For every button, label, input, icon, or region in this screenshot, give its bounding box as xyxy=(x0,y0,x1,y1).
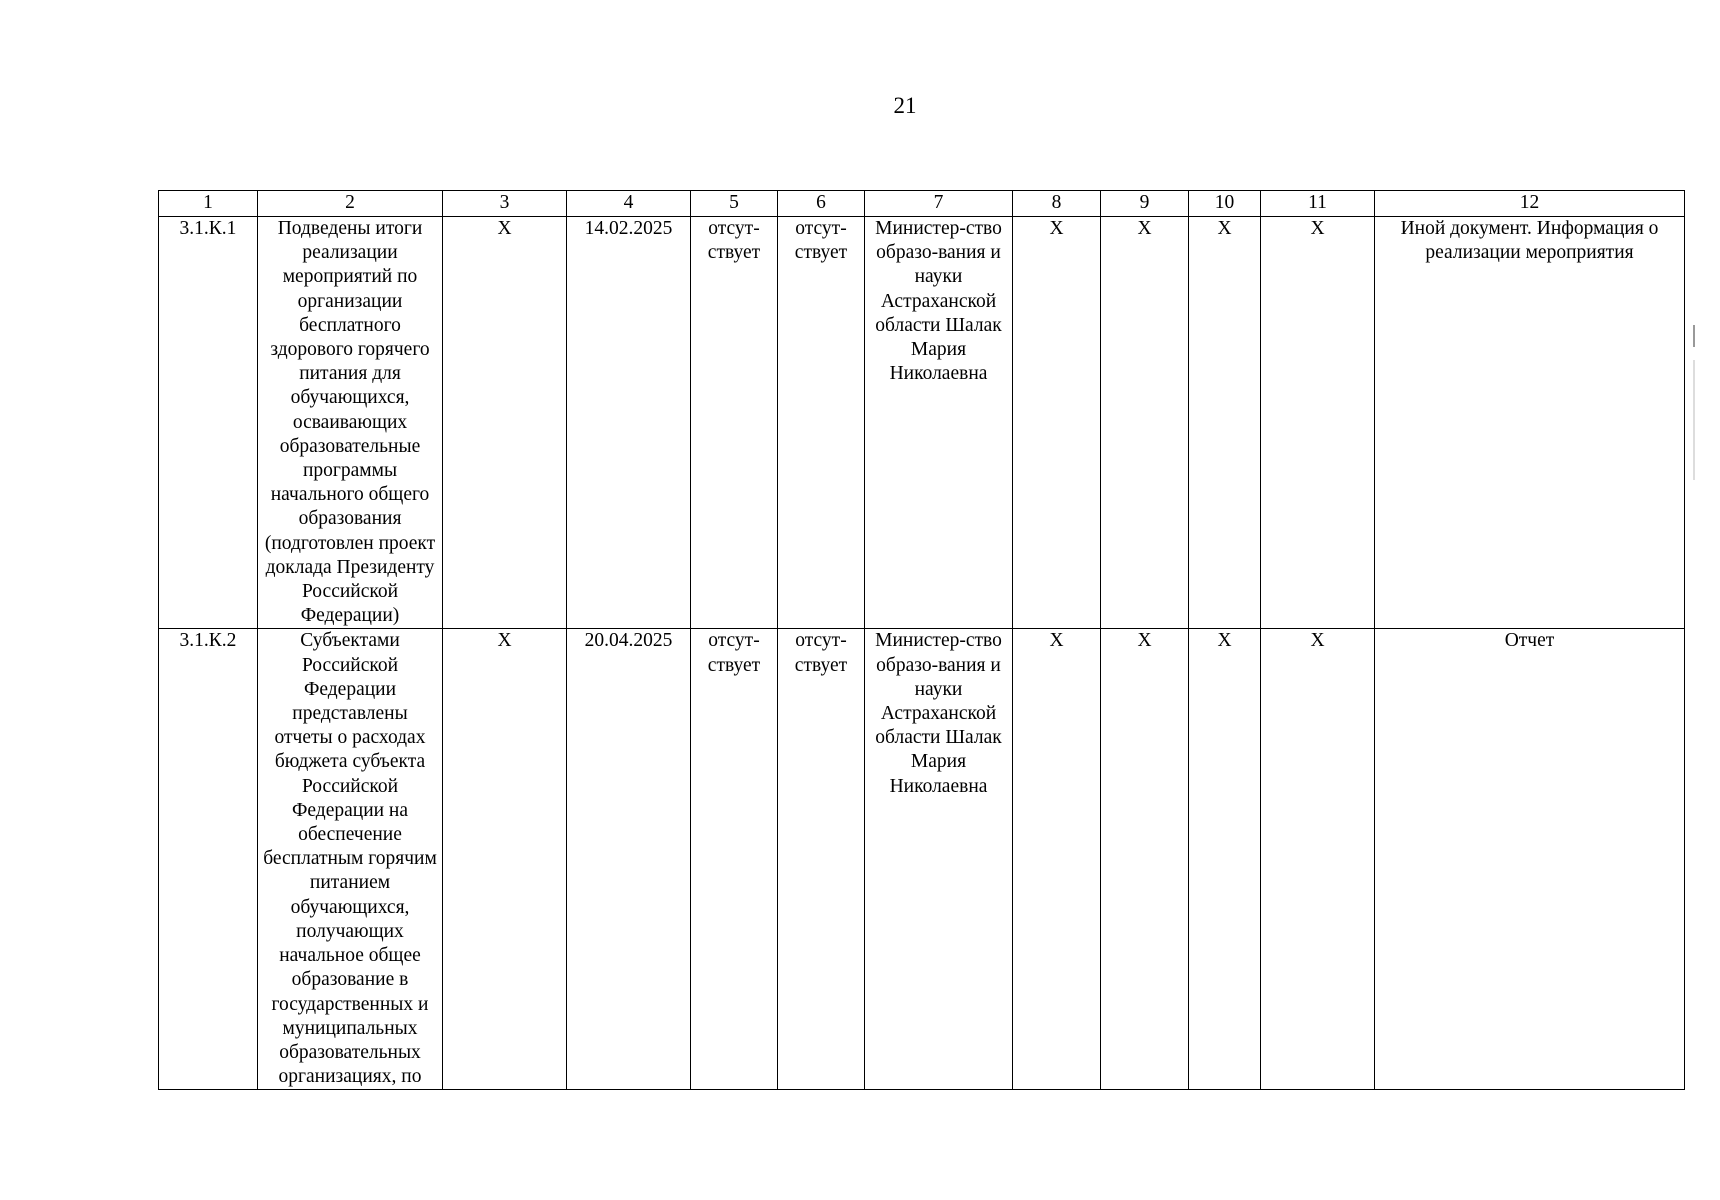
column-header: 7 xyxy=(865,191,1013,217)
row-col8: Х xyxy=(1013,217,1101,629)
scan-margin-mark xyxy=(1693,325,1695,347)
row-col11: Х xyxy=(1261,629,1375,1090)
row-responsible: Министер-ство образо-вания и науки Астраханской области Шалак Мария Николаевна xyxy=(865,629,1013,1090)
column-header: 6 xyxy=(778,191,865,217)
column-header: 10 xyxy=(1189,191,1261,217)
row-col10: Х xyxy=(1189,629,1261,1090)
column-header: 4 xyxy=(567,191,691,217)
table-row xyxy=(159,217,1685,629)
column-header: 11 xyxy=(1261,191,1375,217)
row-col5: отсут-ствует xyxy=(691,217,778,629)
row-col3: Х xyxy=(443,629,567,1090)
column-header: 8 xyxy=(1013,191,1101,217)
column-header: 5 xyxy=(691,191,778,217)
page-number: 21 xyxy=(893,93,917,118)
row-date: 20.04.2025 xyxy=(567,629,691,1090)
column-header: 3 xyxy=(443,191,567,217)
row-date: 14.02.2025 xyxy=(567,217,691,629)
column-header: 12 xyxy=(1375,191,1685,217)
row-code: 3.1.К.2 xyxy=(159,629,258,1090)
row-col9: Х xyxy=(1101,629,1189,1090)
plan-table xyxy=(158,190,1685,1090)
scan-margin-mark xyxy=(1693,360,1695,480)
table-header-row xyxy=(159,191,1685,217)
row-code: 3.1.К.1 xyxy=(159,217,258,629)
row-col11: Х xyxy=(1261,217,1375,629)
row-col9: Х xyxy=(1101,217,1189,629)
row-result: Подведены итоги реализации мероприятий по организации бесплатного здорового горячего питания для обучающихся, осваивающих образовательные программы начального общего образования (подготовлен проект доклада Президенту Российской Федерации) xyxy=(258,217,443,629)
row-col6: отсут-ствует xyxy=(778,217,865,629)
table-row xyxy=(159,629,1685,1090)
column-header: 9 xyxy=(1101,191,1189,217)
row-responsible: Министер-ство образо-вания и науки Астраханской области Шалак Мария Николаевна xyxy=(865,217,1013,629)
row-col6: отсут-ствует xyxy=(778,629,865,1090)
row-col8: Х xyxy=(1013,629,1101,1090)
row-col5: отсут-ствует xyxy=(691,629,778,1090)
row-col10: Х xyxy=(1189,217,1261,629)
column-header: 2 xyxy=(258,191,443,217)
row-document: Иной документ. Информация о реализации мероприятия xyxy=(1375,217,1685,629)
row-document: Отчет xyxy=(1375,629,1685,1090)
row-result: Субъектами Российской Федерации представлены отчеты о расходах бюджета субъекта Российской Федерации на обеспечение бесплатным горячим питанием обучающихся, получающих начальное общее образование в государственных и муниципальных образовательных организациях, по xyxy=(258,629,443,1090)
row-col3: Х xyxy=(443,217,567,629)
column-header: 1 xyxy=(159,191,258,217)
